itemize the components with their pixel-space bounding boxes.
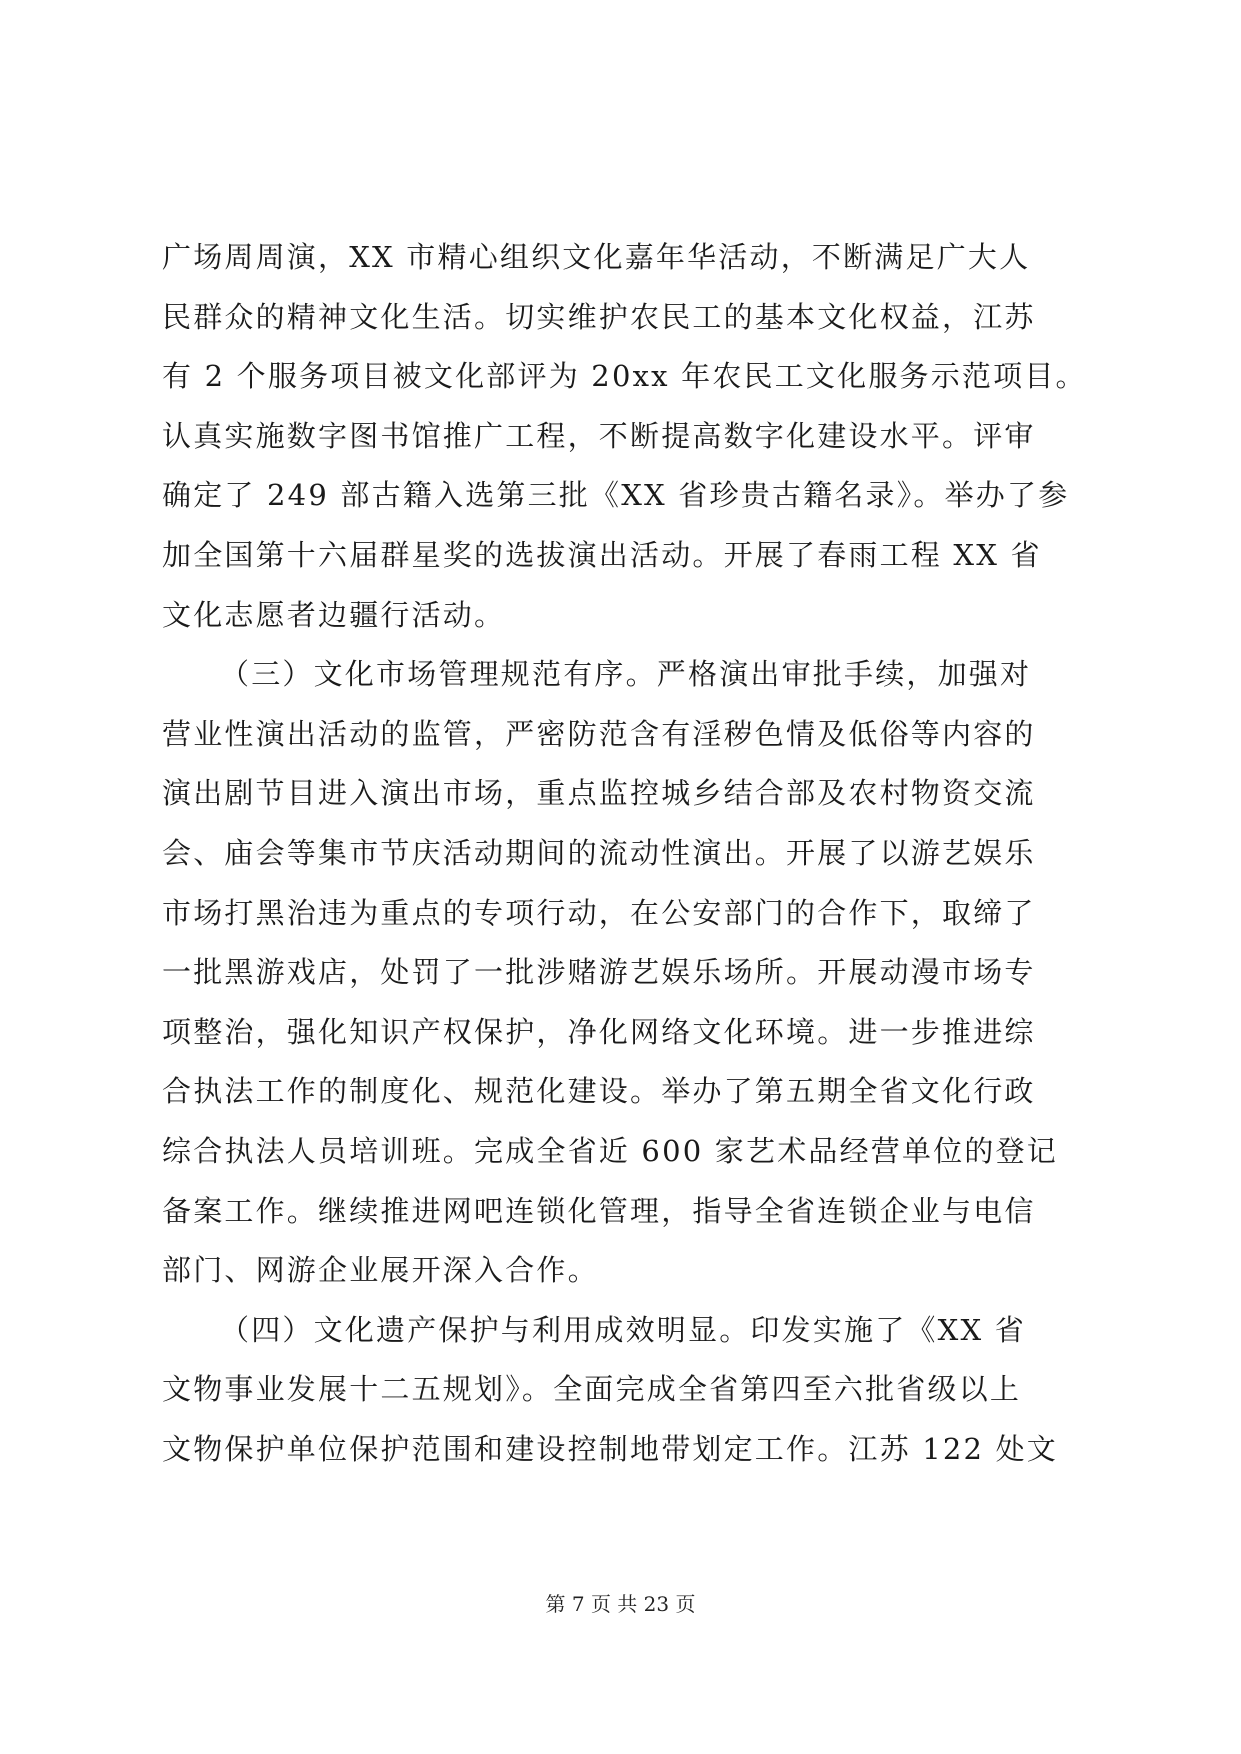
text-line: 广场周周演，XX 市精心组织文化嘉年华活动，不断满足广大人 <box>162 240 1031 274</box>
text-line: 备案工作。继续推进网吧连锁化管理，指导全省连锁企业与电信 <box>162 1193 1036 1228</box>
text-line: 综合执法人员培训班。完成全省近 600 家艺术品经营单位的登记 <box>162 1133 1058 1168</box>
text-line: 合执法工作的制度化、规范化建设。举办了第五期全省文化行政 <box>162 1074 1036 1109</box>
text-line: 演出剧节目进入演出市场，重点监控城乡结合部及农村物资交流 <box>162 776 1036 811</box>
text-line: 一批黑游戏店，处罚了一批涉赌游艺娱乐场所。开展动漫市场专 <box>162 955 1036 990</box>
text-line: 认真实施数字图书馆推广工程，不断提高数字化建设水平。评审 <box>162 418 1036 453</box>
body-text <box>162 228 1092 1479</box>
text-line: 市场打黑治违为重点的专项行动，在公安部门的合作下，取缔了 <box>162 895 1036 930</box>
text-line: 文物事业发展十二五规划》。全面完成全省第四至六批省级以上 <box>162 1372 1022 1407</box>
text-line: 文物保护单位保护范围和建设控制地带划定工作。江苏 122 处文 <box>162 1431 1058 1466</box>
text-line: 民群众的精神文化生活。切实维护农民工的基本文化权益，江苏 <box>162 299 1036 334</box>
text-line: 加全国第十六届群星奖的选拔演出活动。开展了春雨工程 XX 省 <box>162 537 1042 572</box>
text-line: 会、庙会等集市节庆活动期间的流动性演出。开展了以游艺娱乐 <box>162 835 1036 870</box>
text-line: 项整治，强化知识产权保护，净化网络文化环境。进一步推进综 <box>162 1014 1036 1049</box>
text-line: 营业性演出活动的监管，严密防范含有淫秽色情及低俗等内容的 <box>162 716 1036 751</box>
page-number-footer: 第 7 页 共 23 页 <box>545 1592 696 1616</box>
text-line: 部门、网游企业展开深入合作。 <box>162 1253 599 1288</box>
paragraph-start-line: （四）文化遗产保护与利用成效明显。印发实施了《XX 省 <box>220 1312 1026 1347</box>
text-line: 确定了 249 部古籍入选第三批《XX 省珍贵古籍名录》。举办了参 <box>162 478 1070 513</box>
paragraph-start-line: （三）文化市场管理规范有序。严格演出审批手续，加强对 <box>220 657 1032 692</box>
text-line: 文化志愿者边疆行活动。 <box>162 597 506 632</box>
text-line: 有 2 个服务项目被文化部评为 20xx 年农民工文化服务示范项目。 <box>162 359 1087 394</box>
